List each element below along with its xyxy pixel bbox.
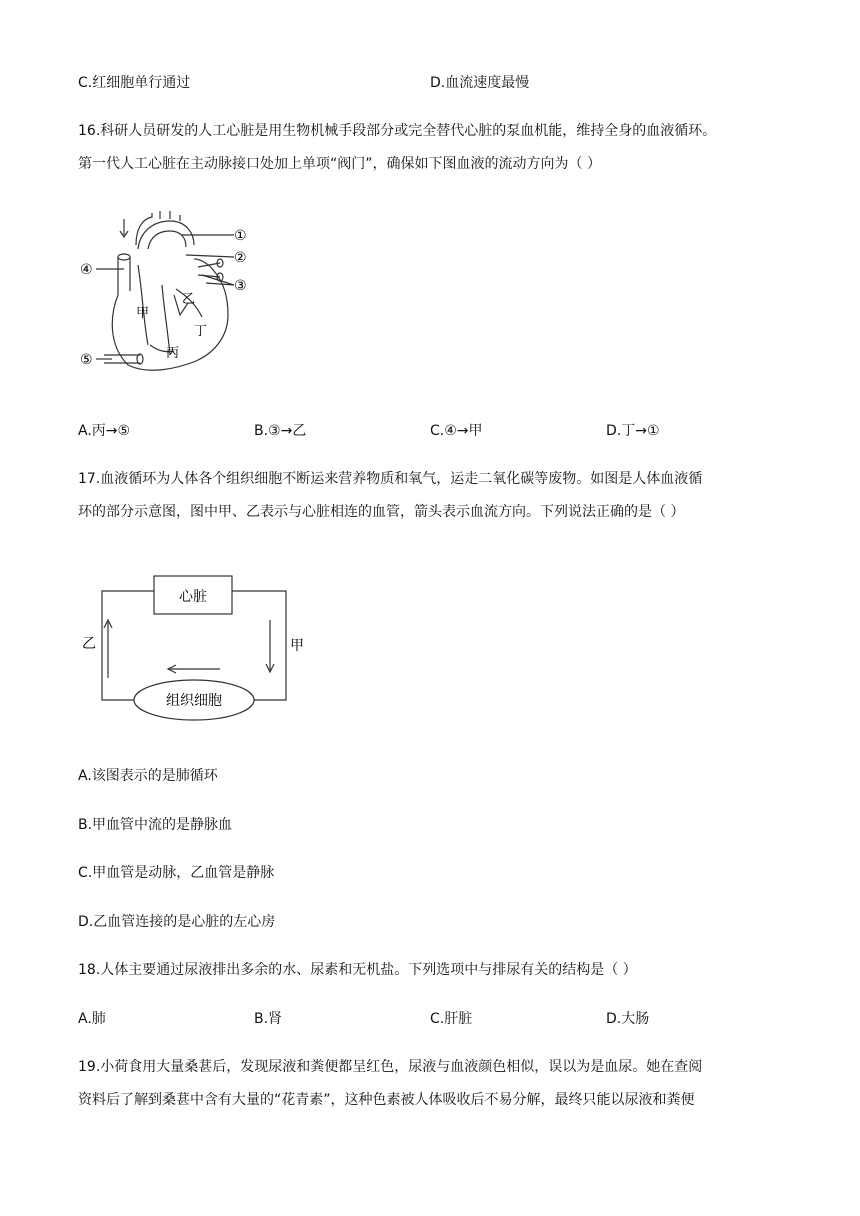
- q17-stem-line1: 17.血液循环为人体各个组织细胞不断运来营养物质和氧气，运走二氧化碳等废物。如图是人体血液循: [78, 471, 703, 487]
- heart-marker-3: ③: [234, 278, 247, 294]
- q17-option-b: B.甲血管中流的是静脉血: [78, 817, 233, 833]
- q16-option-a: A.丙→⑤: [78, 423, 131, 439]
- vessel-yi-label: 乙: [82, 636, 96, 652]
- q18-option-b: B.肾: [254, 1011, 283, 1027]
- heart-label-ding: 丁: [194, 324, 208, 339]
- q18-option-c: C.肝脏: [430, 1011, 473, 1027]
- q19-stem-line2: 资料后了解到桑葚中含有大量的“花青素”，这种色素被人体吸收后不易分解，最终只能以尿液和粪便: [78, 1092, 695, 1108]
- heart-marker-4: ④: [80, 262, 93, 278]
- q16-stem-line1: 16.科研人员研发的人工心脏是用生物机械手段部分或完全替代心脏的泵血机能，维持全身的血液循环。: [78, 123, 717, 139]
- circulation-tissue-label: 组织细胞: [166, 693, 222, 709]
- circulation-diagram: [78, 570, 318, 730]
- vessel-jia-label: 甲: [290, 638, 304, 654]
- q18-option-a: A.肺: [78, 1011, 106, 1027]
- heart-marker-2: ②: [234, 250, 247, 266]
- q17-stem-line2: 环的部分示意图，图中甲、乙表示与心脏相连的血管，箭头表示血流方向。下列说法正确的是（ ）: [78, 504, 685, 520]
- q19-stem-line1: 19.小荷食用大量桑葚后，发现尿液和粪便都呈红色，尿液与血液颜色相似，误以为是血尿。她在查阅: [78, 1059, 703, 1075]
- q16-option-b: B.③→乙: [254, 423, 307, 439]
- q15-option-d: D.血流速度最慢: [430, 75, 530, 91]
- q16-stem-line2: 第一代人工心脏在主动脉接口处加上单项“阀门”，确保如下图血液的流动方向为（ ）: [78, 156, 601, 172]
- q16-option-c: C.④→甲: [430, 423, 483, 439]
- heart-label-bing: 丙: [166, 346, 180, 361]
- q18-stem: 18.人体主要通过尿液排出多余的水、尿素和无机盐。下列选项中与排尿有关的结构是（ ）: [78, 962, 637, 978]
- heart-marker-1: ①: [234, 228, 247, 244]
- heart-label-yi: 乙: [182, 292, 196, 307]
- q17-option-d: D.乙血管连接的是心脏的左心房: [78, 914, 276, 930]
- heart-diagram: [78, 205, 268, 383]
- q18-option-d: D.大肠: [606, 1011, 650, 1027]
- q16-option-d: D.丁→①: [606, 423, 660, 439]
- q15-option-c: C.红细胞单行通过: [78, 75, 191, 91]
- heart-label-jia: 甲: [136, 306, 150, 321]
- heart-marker-5: ⑤: [80, 352, 93, 368]
- q17-option-a: A.该图表示的是肺循环: [78, 768, 218, 784]
- q17-option-c: C.甲血管是动脉，乙血管是静脉: [78, 865, 275, 881]
- circulation-heart-label: 心脏: [179, 589, 207, 605]
